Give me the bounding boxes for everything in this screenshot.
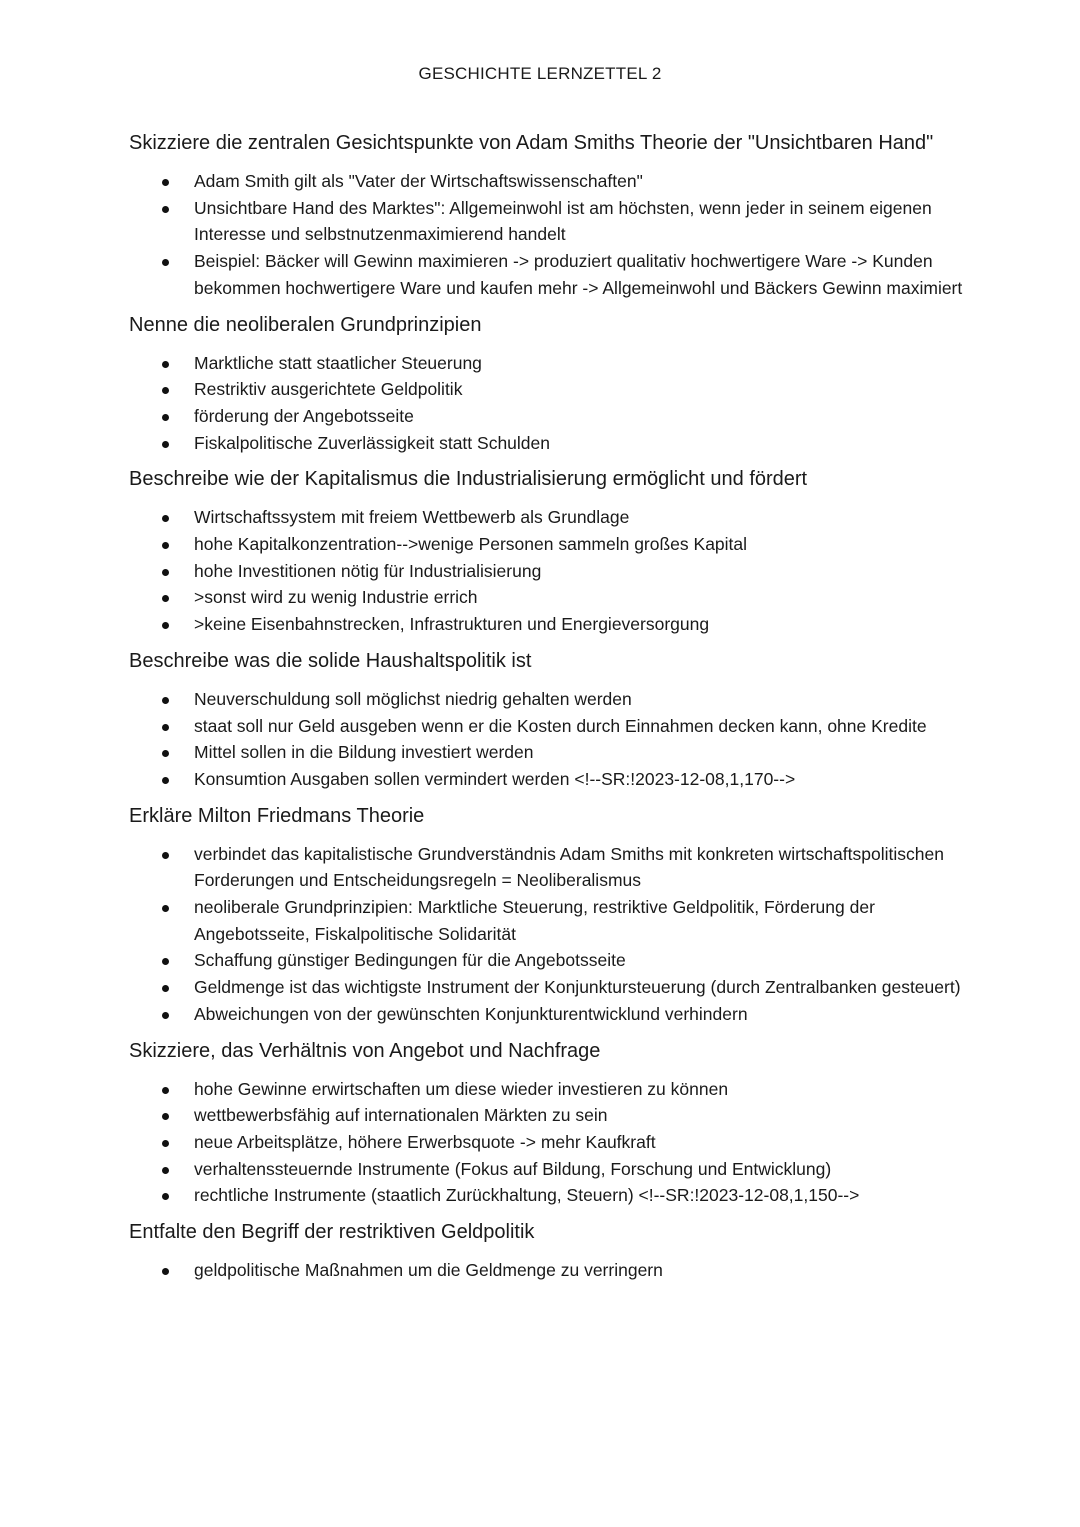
section-question: Entfalte den Begriff der restriktiven Geldpolitik	[129, 1221, 535, 1244]
section-neoliberal-principles	[129, 310, 979, 457]
section-milton-friedman	[129, 801, 979, 1028]
bullet-item: hohe Investitionen nötig für Industrialisierung	[129, 558, 979, 585]
bullet-item: förderung der Angebotsseite	[129, 403, 979, 430]
bullet-item: staat soll nur Geld ausgeben wenn er die Kosten durch Einnahmen decken kann, ohne Kredite	[129, 713, 979, 740]
bullet-item: Unsichtbare Hand des Marktes": Allgemeinwohl ist am höchsten, wenn jeder in seinem eigenen Interesse und selbstnutzenmaximierend handelt	[129, 195, 979, 248]
bullet-item: Schaffung günstiger Bedingungen für die Angebotsseite	[129, 947, 979, 974]
bullet-item: >keine Eisenbahnstrecken, Infrastrukturen und Energieversorgung	[129, 611, 979, 638]
section-supply-demand	[129, 1036, 979, 1210]
section-question: Skizziere, das Verhältnis von Angebot und Nachfrage	[129, 1039, 601, 1062]
bullet-item: neoliberale Grundprinzipien: Marktliche Steuerung, restriktive Geldpolitik, Förderung der Angebotsseite, Fiskalpolitische Solidarität	[129, 894, 979, 947]
bullet-item: Marktliche statt staatlicher Steuerung	[129, 350, 979, 377]
bullet-list	[129, 1076, 979, 1210]
bullet-list	[129, 504, 979, 638]
bullet-item: Beispiel: Bäcker will Gewinn maximieren -> produziert qualitativ hochwertigere Ware -> Kunden bekommen hochwertigere Ware und kaufen mehr -> Allgemeinwohl und Bäckers Gewinn maximiert	[129, 248, 979, 301]
bullet-item: Mittel sollen in die Bildung investiert werden	[129, 739, 979, 766]
bullet-item: hohe Gewinne erwirtschaften um diese wieder investieren zu können	[129, 1076, 979, 1103]
section-adam-smith	[129, 128, 979, 302]
section-budget-policy	[129, 646, 979, 793]
bullet-item: Neuverschuldung soll möglichst niedrig gehalten werden	[129, 686, 979, 713]
bullet-list	[129, 350, 979, 457]
section-question: Erkläre Milton Friedmans Theorie	[129, 804, 425, 827]
document-content	[129, 128, 979, 1292]
section-restrictive-monetary-policy	[129, 1217, 979, 1284]
bullet-item: Konsumtion Ausgaben sollen vermindert werden <!--SR:!2023-12-08,1,170-->	[129, 766, 979, 793]
bullet-item: Adam Smith gilt als "Vater der Wirtschaftswissenschaften"	[129, 168, 979, 195]
bullet-item: verhaltenssteuernde Instrumente (Fokus auf Bildung, Forschung und Entwicklung)	[129, 1156, 979, 1183]
bullet-item: Abweichungen von der gewünschten Konjunkturentwicklund verhindern	[129, 1001, 979, 1028]
bullet-item: Wirtschaftssystem mit freiem Wettbewerb als Grundlage	[129, 504, 979, 531]
bullet-item: hohe Kapitalkonzentration-->wenige Personen sammeln großes Kapital	[129, 531, 979, 558]
section-question: Beschreibe wie der Kapitalismus die Industrialisierung ermöglicht und fördert	[129, 468, 808, 491]
bullet-item: Restriktiv ausgerichtete Geldpolitik	[129, 376, 979, 403]
bullet-item: Geldmenge ist das wichtigste Instrument der Konjunktursteuerung (durch Zentralbanken gesteuert)	[129, 974, 979, 1001]
bullet-list	[129, 168, 979, 302]
bullet-item: rechtliche Instrumente (staatlich Zurückhaltung, Steuern) <!--SR:!2023-12-08,1,150-->	[129, 1182, 979, 1209]
document-title: GESCHICHTE LERNZETTEL 2	[418, 64, 662, 83]
section-question: Skizziere die zentralen Gesichtspunkte von Adam Smiths Theorie der "Unsichtbaren Hand"	[129, 132, 934, 154]
section-question: Nenne die neoliberalen Grundprinzipien	[129, 313, 482, 336]
bullet-item: wettbewerbsfähig auf internationalen Märkten zu sein	[129, 1102, 979, 1129]
section-capitalism-industrialization	[129, 464, 979, 638]
bullet-item: verbindet das kapitalistische Grundverständnis Adam Smiths mit konkreten wirtschaftspolitischen Forderungen und Entscheidungsregeln = Neoliberalismus	[129, 841, 979, 894]
bullet-list	[129, 841, 979, 1028]
bullet-list	[129, 686, 979, 793]
section-question: Beschreibe was die solide Haushaltspolitik ist	[129, 649, 532, 672]
bullet-item: geldpolitische Maßnahmen um die Geldmenge zu verringern	[129, 1257, 979, 1284]
bullet-list	[129, 1257, 979, 1284]
bullet-item: Fiskalpolitische Zuverlässigkeit statt Schulden	[129, 430, 979, 457]
bullet-item: neue Arbeitsplätze, höhere Erwerbsquote -> mehr Kaufkraft	[129, 1129, 979, 1156]
bullet-item: >sonst wird zu wenig Industrie errich	[129, 584, 979, 611]
